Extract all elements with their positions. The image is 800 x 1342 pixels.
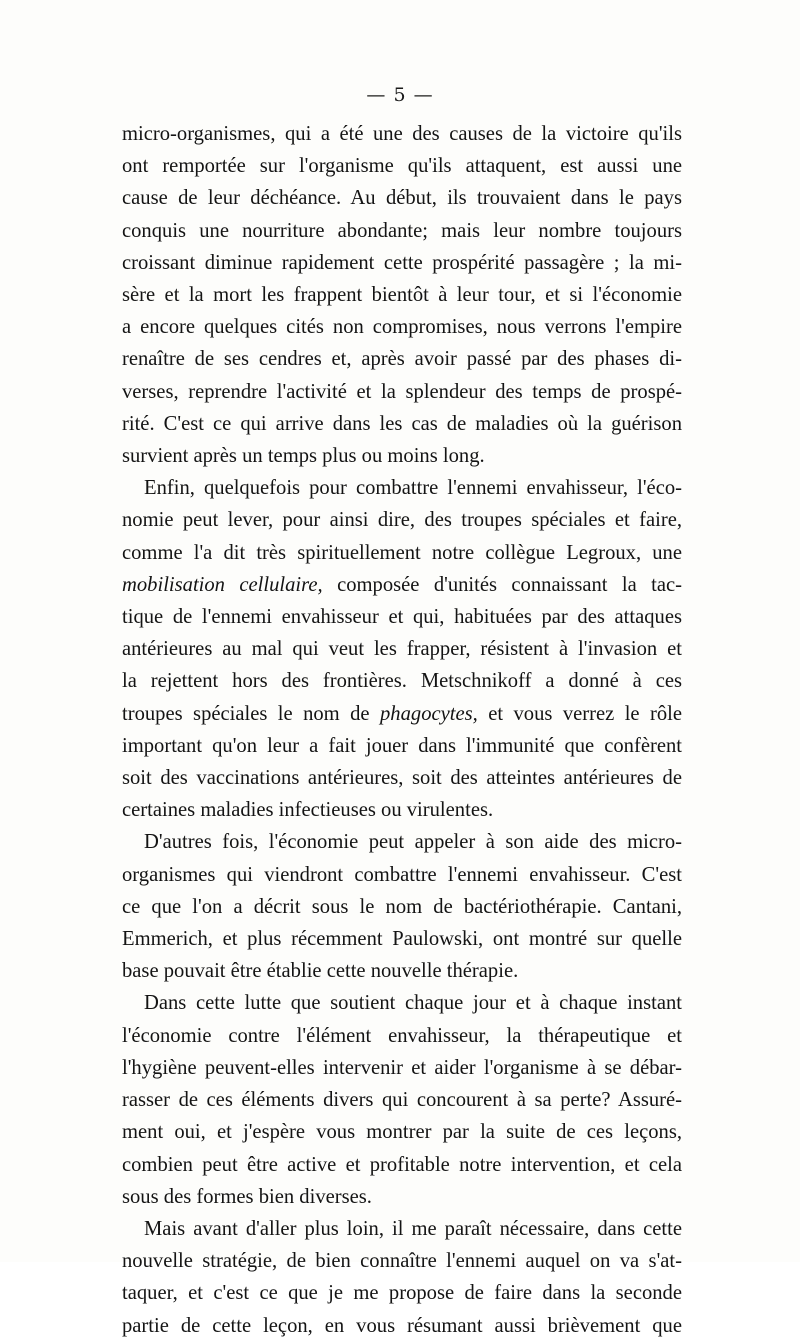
text-line: renaître de ses cendres et, après avoir passé par des phases di- bbox=[122, 348, 682, 371]
text-line: Dans cette lutte que soutient chaque jour et à chaque instant bbox=[144, 992, 682, 1015]
text-line: base pouvait être établie cette nouvelle thérapie. bbox=[122, 960, 519, 983]
text-line: combien peut être active et profitable notre intervention, et cela bbox=[122, 1153, 682, 1176]
text-line: verses, reprendre l'activité et la splendeur des temps de prospé- bbox=[122, 380, 682, 403]
text-line: tique de l'ennemi envahisseur et qui, habituées par des attaques bbox=[122, 606, 682, 629]
text-line-italic-mobilisation: mobilisation cellulaire, composée d'unités connaissant la tac- bbox=[122, 573, 683, 596]
text-line: ment oui, et j'espère vous montrer par la suite de ces leçons, bbox=[122, 1121, 682, 1144]
text-line: taquer, et c'est ce que je me propose de faire dans la seconde bbox=[122, 1282, 682, 1305]
text-line: rité. C'est ce qui arrive dans les cas de maladies où la guérison bbox=[122, 412, 682, 435]
text-line-italic-phagocytes: troupes spéciales le nom de phagocytes, et vous verrez le rôle bbox=[122, 702, 683, 725]
text-line: conquis une nourriture abondante; mais leur nombre toujours bbox=[122, 219, 682, 242]
text-line: la rejettent hors des frontières. Metschnikoff a donné à ces bbox=[122, 670, 682, 693]
paragraph-5 bbox=[122, 1213, 682, 1342]
text-line: nouvelle stratégie, de bien connaître l'ennemi auquel on va s'at- bbox=[122, 1250, 682, 1273]
text-line: l'hygiène peuvent-elles intervenir et aider l'organisme à se débar- bbox=[122, 1056, 682, 1079]
text-line: ce que l'on a décrit sous le nom de bactériothérapie. Cantani, bbox=[122, 895, 682, 918]
italic-term: phagocytes, bbox=[380, 702, 478, 725]
text-line: nomie peut lever, pour ainsi dire, des troupes spéciales et faire, bbox=[122, 509, 682, 532]
text-line: soit des vaccinations antérieures, soit des atteintes antérieures de bbox=[122, 767, 682, 790]
text-line: a encore quelques cités non compromises, nous verrons l'empire bbox=[122, 316, 682, 339]
text-line: micro-organismes, qui a été une des causes de la victoire qu'ils bbox=[122, 123, 682, 145]
body-text bbox=[122, 118, 682, 1342]
paragraph-2 bbox=[122, 472, 682, 826]
text-line: antérieures au mal qui veut les frapper, résistent à l'invasion et bbox=[122, 638, 682, 661]
paragraph-3 bbox=[122, 826, 682, 987]
text-line: Emmerich, et plus récemment Paulowski, ont montré sur quelle bbox=[122, 928, 682, 951]
text-line: ont remportée sur l'organisme qu'ils attaquent, est aussi une bbox=[122, 155, 682, 178]
page-number: — 5 — bbox=[366, 84, 434, 106]
text-line: sère et la mort les frappent bientôt à leur tour, et si l'économie bbox=[122, 284, 682, 307]
text-line: cause de leur déchéance. Au début, ils trouvaient dans le pays bbox=[122, 187, 682, 210]
paragraph-1 bbox=[122, 118, 682, 472]
text-line: organismes qui viendront combattre l'ennemi envahisseur. C'est bbox=[122, 863, 682, 886]
text-line: l'économie contre l'élément envahisseur, la thérapeutique et bbox=[122, 1024, 682, 1047]
text-line: Mais avant d'aller plus loin, il me paraît nécessaire, dans cette bbox=[144, 1217, 682, 1240]
text-line: certaines maladies infectieuses ou virulentes. bbox=[122, 799, 494, 822]
text-line: sous des formes bien diverses. bbox=[122, 1185, 372, 1208]
text-line: D'autres fois, l'économie peut appeler à son aide des micro- bbox=[144, 831, 682, 854]
text-line: croissant diminue rapidement cette prospérité passagère ; la mi- bbox=[122, 251, 682, 274]
text-line: Enfin, quelquefois pour combattre l'ennemi envahisseur, l'éco- bbox=[144, 477, 682, 500]
italic-term: mobilisation cellulaire, bbox=[122, 573, 323, 596]
text-line: comme l'a dit très spirituellement notre collègue Legroux, une bbox=[122, 541, 682, 564]
text-line: survient après un temps plus ou moins long. bbox=[122, 445, 485, 468]
text-line: partie de cette leçon, en vous résumant aussi brièvement que bbox=[122, 1314, 682, 1337]
text-line: important qu'on leur a fait jouer dans l'immunité que confèrent bbox=[122, 734, 682, 757]
paragraph-4 bbox=[122, 987, 682, 1212]
text-line: rasser de ces éléments divers qui concourent à sa perte? Assuré- bbox=[122, 1089, 682, 1112]
